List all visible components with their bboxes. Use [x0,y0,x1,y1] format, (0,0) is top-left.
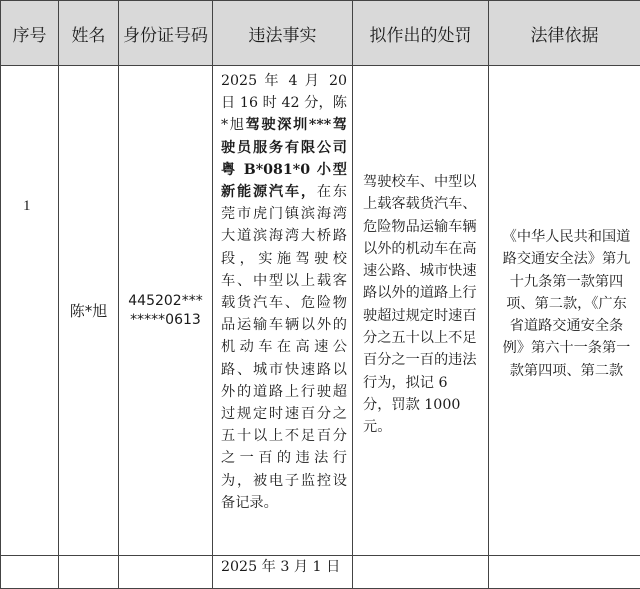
facts-text-part1: 2025 年 4 月 20 日 16 时 42 分，陈*旭 [221,73,347,133]
header-penalty: 拟作出的处罚 [353,1,489,66]
cell-facts: 2025 年 3 月 1 日 [213,556,353,589]
cell-id-number [119,556,213,589]
table-header-row [1,1,640,66]
table-row [1,556,640,589]
header-name: 姓名 [59,1,119,66]
cell-id-number: 445202********0613 [119,66,213,556]
cell-penalty: 驾驶校车、中型以上载客载货汽车、危险物品运输车辆以外的机动车在高速公路、城市快速路以外的道路上行驶超过规定时速百分之五十以上不足百分之一百的违法行为，拟记 6 分，罚款 1000 元。 [353,66,489,556]
facts-text-bold: 驾驶深圳***驾驶员服务有限公司粤 B*081*0 小型新能源汽车， [221,117,347,200]
cell-name [59,556,119,589]
cell-name: 陈*旭 [59,66,119,556]
cell-seq [1,556,59,589]
cell-legal-basis [489,556,640,589]
header-facts: 违法事实 [213,1,353,66]
cell-seq: 1 [1,66,59,556]
facts-text-part2: 在东莞市虎门镇滨海湾大道滨海湾大桥路段，实施驾驶校车、中型以上载客载货汽车、危险物品运输车辆以外的机动车在高速公路、城市快速路以外的道路上行驶超过规定时速百分之五十以上不足百分之一百的违法行为，被电子监控设备记录。 [221,184,347,511]
cell-legal-basis: 《中华人民共和国道路交通安全法》第九十九条第一款第四项、第二款，《广东省道路交通安全条例》第六十一条第一款第四项、第二款 [489,66,640,556]
cell-penalty [353,556,489,589]
header-basis: 法律依据 [489,1,640,66]
header-seq: 序号 [1,1,59,66]
table-row [1,66,640,556]
cell-facts [213,66,353,556]
header-id-number: 身份证号码 [119,1,213,66]
